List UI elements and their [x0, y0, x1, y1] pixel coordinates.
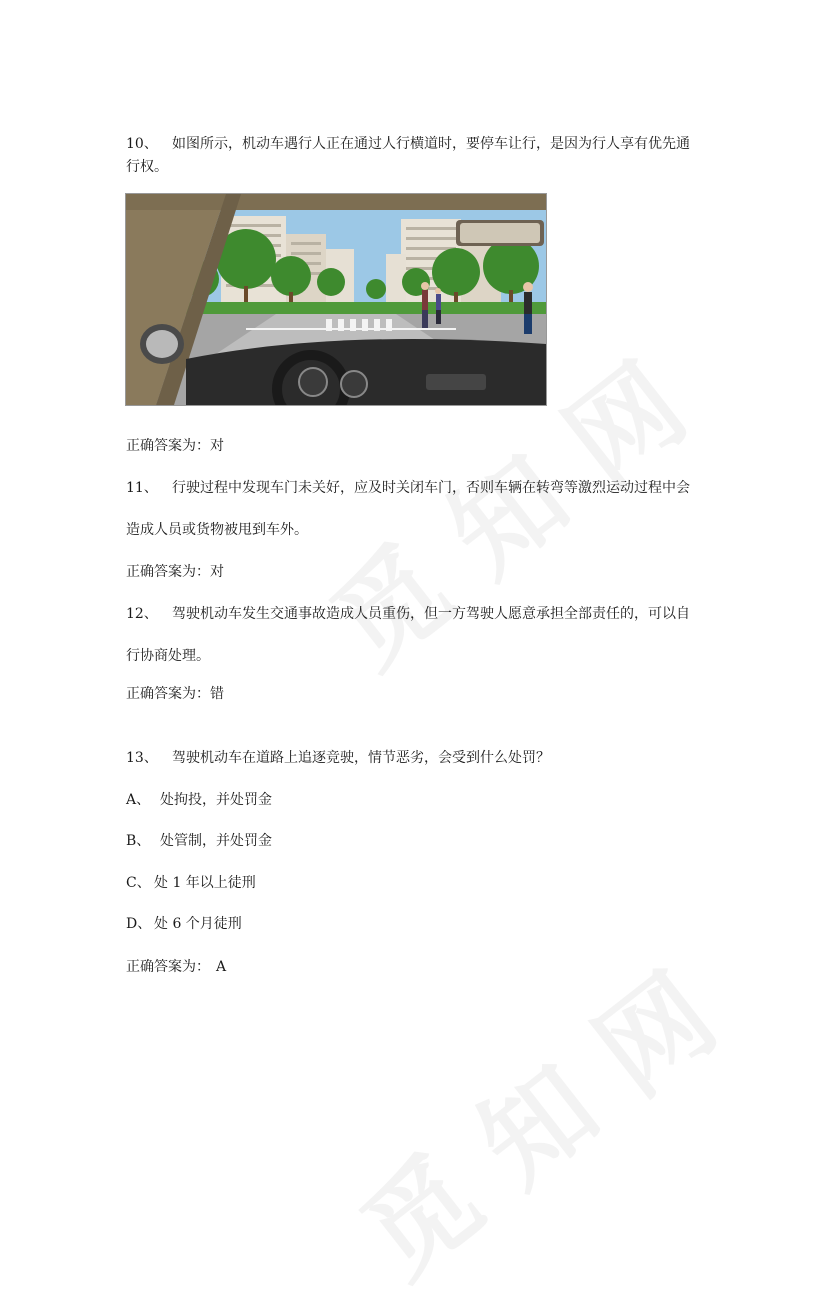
option-letter: A、 — [126, 792, 151, 808]
answer-label: 正确答案为： — [126, 959, 210, 975]
question-10-line2: 行权。 — [126, 159, 168, 175]
answer-label: 正确答案为： — [126, 438, 210, 454]
question-10-answer — [126, 436, 224, 456]
question-11-line2: 造成人员或货物被甩到车外。 — [126, 522, 308, 538]
answer-value: 错 — [210, 686, 224, 702]
option-text: 处 1 年以上徒刑 — [154, 875, 256, 891]
question-text: 驾驶机动车在道路上追逐竞驶，情节恶劣，会受到什么处罚？ — [172, 750, 550, 766]
question-12-line1 — [126, 604, 690, 624]
option-c — [126, 873, 256, 893]
answer-value: A — [216, 959, 227, 975]
question-11-line1 — [126, 478, 690, 498]
question-11-answer — [126, 562, 224, 582]
answer-value: 对 — [210, 438, 224, 454]
option-a — [126, 790, 272, 810]
question-13-answer — [126, 957, 226, 977]
question-number: 13、 — [126, 750, 158, 766]
option-text: 处拘投，并处罚金 — [160, 792, 272, 808]
question-number: 12、 — [126, 606, 158, 622]
option-b — [126, 831, 272, 851]
question-13-line1 — [126, 748, 550, 768]
question-text: 行驶过程中发现车门未关好，应及时关闭车门，否则车辆在转弯等激烈运动过程中会 — [172, 480, 690, 496]
question-text: 如图所示，机动车遇行人正在通过人行横道时，要停车让行，是因为行人享有优先通 — [172, 136, 690, 152]
driving-scene-figure — [125, 193, 547, 406]
option-letter: B、 — [126, 833, 151, 849]
option-text: 处 6 个月徒刑 — [154, 916, 242, 932]
question-number: 10、 — [126, 136, 158, 152]
driving-scene-illustration — [126, 194, 546, 405]
option-letter: D、 — [126, 916, 152, 932]
option-letter: C、 — [126, 875, 151, 891]
option-text: 处管制，并处罚金 — [160, 833, 272, 849]
answer-label: 正确答案为： — [126, 686, 210, 702]
option-d — [126, 914, 242, 934]
answer-value: 对 — [210, 564, 224, 580]
question-12-line2: 行协商处理。 — [126, 648, 210, 664]
question-number: 11、 — [126, 480, 158, 496]
question-text: 驾驶机动车发生交通事故造成人员重伤，但一方驾驶人愿意承担全部责任的，可以自 — [172, 606, 690, 622]
watermark — [324, 932, 742, 1306]
question-10-line1 — [126, 134, 690, 154]
question-12-answer — [126, 684, 224, 704]
roof-frame — [126, 194, 546, 210]
answer-label: 正确答案为： — [126, 564, 210, 580]
